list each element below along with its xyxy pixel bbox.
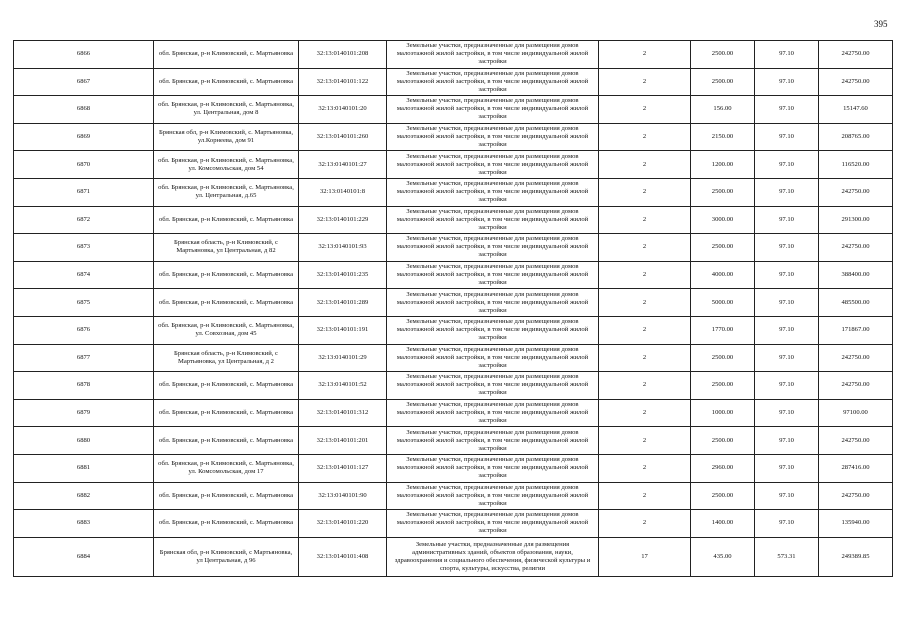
cadastral-number-cell: 32:13:0140101:220	[299, 510, 387, 538]
specific-value-cell: 97.10	[755, 41, 819, 69]
cadastral-value-cell: 287416.00	[819, 454, 893, 482]
cadastral-value-cell: 249389.85	[819, 537, 893, 576]
land-category-cell: Земельные участки, предназначенные для размещения домов малоэтажной жилой застройки, в том числе индивидуальной жилой застройки	[387, 41, 599, 69]
row-number-cell: 6879	[14, 399, 154, 427]
group-cell: 17	[599, 537, 691, 576]
cadastral-value-cell: 242750.00	[819, 372, 893, 400]
address-cell: обл. Брянская, р-н Климовский, с. Мартьяновка, ул. Центральная, дом 8	[154, 96, 299, 124]
specific-value-cell: 97.10	[755, 454, 819, 482]
cadastral-value-cell: 15147.60	[819, 96, 893, 124]
row-number-cell: 6873	[14, 234, 154, 262]
row-number-cell: 6867	[14, 68, 154, 96]
land-category-cell: Земельные участки, предназначенные для размещения домов малоэтажной жилой застройки, в том числе индивидуальной жилой застройки	[387, 399, 599, 427]
area-cell: 2500.00	[691, 427, 755, 455]
land-category-cell: Земельные участки, предназначенные для размещения домов малоэтажной жилой застройки, в том числе индивидуальной жилой застройки	[387, 482, 599, 510]
area-cell: 2150.00	[691, 123, 755, 151]
address-cell: обл. Брянская, р-н Климовский, с. Мартьяновка, ул. Совхозная, дом 45	[154, 316, 299, 344]
area-cell: 1200.00	[691, 151, 755, 179]
group-cell: 2	[599, 178, 691, 206]
group-cell: 2	[599, 151, 691, 179]
cadastral-value-cell: 135940.00	[819, 510, 893, 538]
row-number-cell: 6882	[14, 482, 154, 510]
cadastral-number-cell: 32:13:0140101:93	[299, 234, 387, 262]
row-number-cell: 6884	[14, 537, 154, 576]
land-category-cell: Земельные участки, предназначенные для размещения домов малоэтажной жилой застройки, в том числе индивидуальной жилой застройки	[387, 289, 599, 317]
cadastral-value-cell: 242750.00	[819, 178, 893, 206]
group-cell: 2	[599, 41, 691, 69]
specific-value-cell: 97.10	[755, 344, 819, 372]
cadastral-value-cell: 208765.00	[819, 123, 893, 151]
table-row	[14, 41, 893, 69]
land-category-cell: Земельные участки, предназначенные для размещения домов малоэтажной жилой застройки, в том числе индивидуальной жилой застройки	[387, 68, 599, 96]
table-row	[14, 151, 893, 179]
group-cell: 2	[599, 344, 691, 372]
area-cell: 156.00	[691, 96, 755, 124]
row-number-cell: 6869	[14, 123, 154, 151]
cadastral-number-cell: 32:13:0140101:312	[299, 399, 387, 427]
cadastral-number-cell: 32:13:0140101:122	[299, 68, 387, 96]
specific-value-cell: 97.10	[755, 96, 819, 124]
cadastral-number-cell: 32:13:0140101:8	[299, 178, 387, 206]
cadastral-number-cell: 32:13:0140101:127	[299, 454, 387, 482]
area-cell: 1000.00	[691, 399, 755, 427]
land-category-cell: Земельные участки, предназначенные для размещения домов малоэтажной жилой застройки, в том числе индивидуальной жилой застройки	[387, 234, 599, 262]
row-number-cell: 6880	[14, 427, 154, 455]
group-cell: 2	[599, 372, 691, 400]
table-row	[14, 261, 893, 289]
area-cell: 3000.00	[691, 206, 755, 234]
cadastral-number-cell: 32:13:0140101:229	[299, 206, 387, 234]
table-row	[14, 123, 893, 151]
area-cell: 2500.00	[691, 482, 755, 510]
specific-value-cell: 97.10	[755, 510, 819, 538]
cadastral-number-cell: 32:13:0140101:408	[299, 537, 387, 576]
cadastral-value-cell: 291300.00	[819, 206, 893, 234]
specific-value-cell: 97.10	[755, 178, 819, 206]
land-category-cell: Земельные участки, предназначенные для размещения домов малоэтажной жилой застройки, в том числе индивидуальной жилой застройки	[387, 344, 599, 372]
row-number-cell: 6871	[14, 178, 154, 206]
row-number-cell: 6875	[14, 289, 154, 317]
address-cell: обл. Брянская, р-н Климовский, с. Мартьяновка	[154, 261, 299, 289]
land-category-cell: Земельные участки, предназначенные для размещения домов малоэтажной жилой застройки, в том числе индивидуальной жилой застройки	[387, 427, 599, 455]
row-number-cell: 6872	[14, 206, 154, 234]
group-cell: 2	[599, 289, 691, 317]
area-cell: 4000.00	[691, 261, 755, 289]
group-cell: 2	[599, 234, 691, 262]
land-registry-table	[13, 40, 893, 577]
table-body	[14, 41, 893, 577]
area-cell: 2500.00	[691, 372, 755, 400]
group-cell: 2	[599, 510, 691, 538]
row-number-cell: 6883	[14, 510, 154, 538]
row-number-cell: 6881	[14, 454, 154, 482]
cadastral-value-cell: 242750.00	[819, 344, 893, 372]
cadastral-number-cell: 32:13:0140101:191	[299, 316, 387, 344]
land-category-cell: Земельные участки, предназначенные для размещения административных зданий, объектов образования, науки, здравоохранения и социального обеспечения, физической культуры и спорта, культуры, искусства, религии	[387, 537, 599, 576]
group-cell: 2	[599, 261, 691, 289]
land-category-cell: Земельные участки, предназначенные для размещения домов малоэтажной жилой застройки, в том числе индивидуальной жилой застройки	[387, 454, 599, 482]
cadastral-number-cell: 32:13:0140101:201	[299, 427, 387, 455]
specific-value-cell: 97.10	[755, 289, 819, 317]
table-row	[14, 344, 893, 372]
address-cell: обл. Брянская, р-н Климовский, с. Мартьяновка	[154, 68, 299, 96]
group-cell: 2	[599, 482, 691, 510]
cadastral-value-cell: 171867.00	[819, 316, 893, 344]
specific-value-cell: 97.10	[755, 427, 819, 455]
land-category-cell: Земельные участки, предназначенные для размещения домов малоэтажной жилой застройки, в том числе индивидуальной жилой застройки	[387, 206, 599, 234]
address-cell: обл. Брянская, р-н Климовский, с. Мартьяновка, ул. Комсомольская, дом 17	[154, 454, 299, 482]
table-row	[14, 537, 893, 576]
table-row	[14, 399, 893, 427]
land-category-cell: Земельные участки, предназначенные для размещения домов малоэтажной жилой застройки, в том числе индивидуальной жилой застройки	[387, 96, 599, 124]
table-row	[14, 206, 893, 234]
cadastral-value-cell: 242750.00	[819, 427, 893, 455]
table-row	[14, 68, 893, 96]
row-number-cell: 6877	[14, 344, 154, 372]
land-category-cell: Земельные участки, предназначенные для размещения домов малоэтажной жилой застройки, в том числе индивидуальной жилой застройки	[387, 123, 599, 151]
area-cell: 1770.00	[691, 316, 755, 344]
area-cell: 2960.00	[691, 454, 755, 482]
specific-value-cell: 97.10	[755, 234, 819, 262]
address-cell: Брянская область, р-н Климовский, с Мартьяновка, ул Центральная, д 82	[154, 234, 299, 262]
address-cell: обл. Брянская, р-н Климовский, с. Мартьяновка	[154, 399, 299, 427]
specific-value-cell: 97.10	[755, 316, 819, 344]
group-cell: 2	[599, 454, 691, 482]
group-cell: 2	[599, 68, 691, 96]
specific-value-cell: 97.10	[755, 68, 819, 96]
cadastral-value-cell: 242750.00	[819, 482, 893, 510]
specific-value-cell: 97.10	[755, 206, 819, 234]
cadastral-number-cell: 32:13:0140101:29	[299, 344, 387, 372]
land-category-cell: Земельные участки, предназначенные для размещения домов малоэтажной жилой застройки, в том числе индивидуальной жилой застройки	[387, 151, 599, 179]
cadastral-number-cell: 32:13:0140101:27	[299, 151, 387, 179]
cadastral-number-cell: 32:13:0140101:235	[299, 261, 387, 289]
table-row	[14, 372, 893, 400]
cadastral-number-cell: 32:13:0140101:260	[299, 123, 387, 151]
row-number-cell: 6874	[14, 261, 154, 289]
table-row	[14, 510, 893, 538]
table-row	[14, 289, 893, 317]
table-row	[14, 316, 893, 344]
row-number-cell: 6870	[14, 151, 154, 179]
land-category-cell: Земельные участки, предназначенные для размещения домов малоэтажной жилой застройки, в том числе индивидуальной жилой застройки	[387, 261, 599, 289]
table-row	[14, 96, 893, 124]
address-cell: обл. Брянская, р-н Климовский, с. Мартьяновка	[154, 372, 299, 400]
cadastral-value-cell: 97100.00	[819, 399, 893, 427]
specific-value-cell: 97.10	[755, 123, 819, 151]
address-cell: обл. Брянская, р-н Климовский, с. Мартьяновка	[154, 289, 299, 317]
specific-value-cell: 97.10	[755, 151, 819, 179]
row-number-cell: 6868	[14, 96, 154, 124]
row-number-cell: 6878	[14, 372, 154, 400]
table-row	[14, 454, 893, 482]
address-cell: обл. Брянская, р-н Климовский, с. Мартьяновка	[154, 510, 299, 538]
table-row	[14, 482, 893, 510]
address-cell: обл. Брянская, р-н Климовский, с. Мартьяновка, ул. Центральная, д.65	[154, 178, 299, 206]
cadastral-number-cell: 32:13:0140101:90	[299, 482, 387, 510]
area-cell: 435.00	[691, 537, 755, 576]
address-cell: Брянская обл, р-н Климовский, с. Мартьяновка, ул.Корнеева, дом 91	[154, 123, 299, 151]
area-cell: 5000.00	[691, 289, 755, 317]
specific-value-cell: 97.10	[755, 399, 819, 427]
row-number-cell: 6866	[14, 41, 154, 69]
table-row	[14, 427, 893, 455]
cadastral-number-cell: 32:13:0140101:208	[299, 41, 387, 69]
address-cell: Брянская обл, р-н Климовский, с Мартьяновка, ул Центральная, д 96	[154, 537, 299, 576]
area-cell: 2500.00	[691, 68, 755, 96]
group-cell: 2	[599, 123, 691, 151]
address-cell: обл. Брянская, р-н Климовский, с. Мартьяновка	[154, 41, 299, 69]
cadastral-value-cell: 242750.00	[819, 68, 893, 96]
group-cell: 2	[599, 206, 691, 234]
cadastral-value-cell: 485500.00	[819, 289, 893, 317]
group-cell: 2	[599, 96, 691, 124]
land-category-cell: Земельные участки, предназначенные для размещения домов малоэтажной жилой застройки, в том числе индивидуальной жилой застройки	[387, 372, 599, 400]
cadastral-number-cell: 32:13:0140101:52	[299, 372, 387, 400]
area-cell: 1400.00	[691, 510, 755, 538]
cadastral-number-cell: 32:13:0140101:20	[299, 96, 387, 124]
group-cell: 2	[599, 427, 691, 455]
page-number: 395	[874, 19, 888, 29]
land-category-cell: Земельные участки, предназначенные для размещения домов малоэтажной жилой застройки, в том числе индивидуальной жилой застройки	[387, 178, 599, 206]
cadastral-value-cell: 388400.00	[819, 261, 893, 289]
row-number-cell: 6876	[14, 316, 154, 344]
address-cell: обл. Брянская, р-н Климовский, с. Мартьяновка, ул. Комсомольская, дом 54	[154, 151, 299, 179]
cadastral-value-cell: 242750.00	[819, 234, 893, 262]
area-cell: 2500.00	[691, 344, 755, 372]
specific-value-cell: 97.10	[755, 372, 819, 400]
area-cell: 2500.00	[691, 234, 755, 262]
area-cell: 2500.00	[691, 178, 755, 206]
specific-value-cell: 97.10	[755, 261, 819, 289]
address-cell: Брянская область, р-н Климовский, с Мартьяновка, ул Центральная, д 2	[154, 344, 299, 372]
cadastral-value-cell: 242750.00	[819, 41, 893, 69]
table-row	[14, 178, 893, 206]
cadastral-number-cell: 32:13:0140101:289	[299, 289, 387, 317]
address-cell: обл. Брянская, р-н Климовский, с. Мартьяновка	[154, 206, 299, 234]
cadastral-value-cell: 116520.00	[819, 151, 893, 179]
group-cell: 2	[599, 399, 691, 427]
table-row	[14, 234, 893, 262]
land-category-cell: Земельные участки, предназначенные для размещения домов малоэтажной жилой застройки, в том числе индивидуальной жилой застройки	[387, 316, 599, 344]
address-cell: обл. Брянская, р-н Климовский, с. Мартьяновка	[154, 427, 299, 455]
group-cell: 2	[599, 316, 691, 344]
land-category-cell: Земельные участки, предназначенные для размещения домов малоэтажной жилой застройки, в том числе индивидуальной жилой застройки	[387, 510, 599, 538]
address-cell: обл. Брянская, р-н Климовский, с. Мартьяновка	[154, 482, 299, 510]
specific-value-cell: 573.31	[755, 537, 819, 576]
specific-value-cell: 97.10	[755, 482, 819, 510]
area-cell: 2500.00	[691, 41, 755, 69]
